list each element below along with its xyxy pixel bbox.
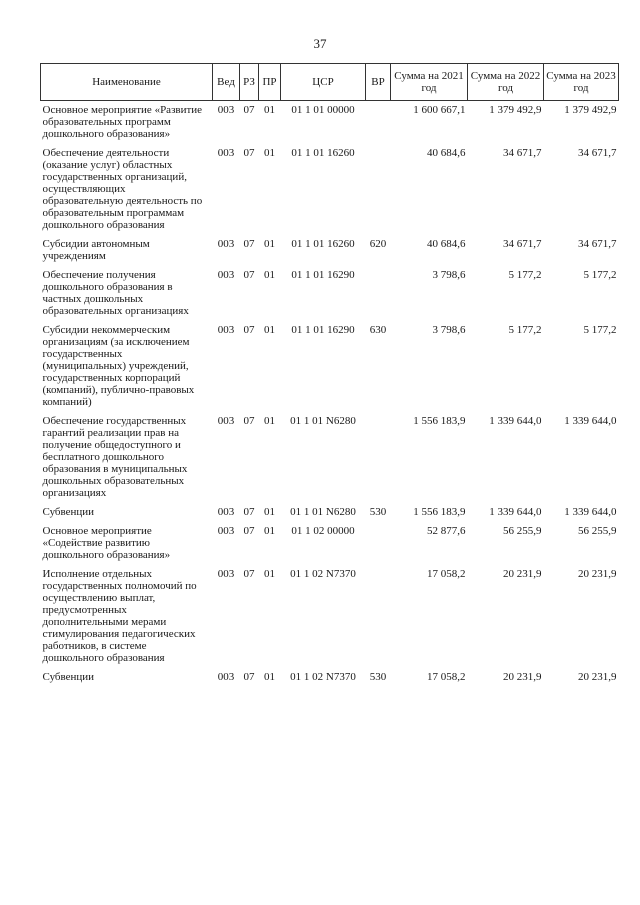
row-sum-2023: 1 339 644,0 [564,506,617,518]
row-pr: 01 [264,415,275,427]
row-sum-2022: 1 339 644,0 [489,415,542,427]
row-rz: 07 [243,506,255,518]
row-sum-2023: 5 177,2 [583,269,617,281]
row-sum-2023: 20 231,9 [578,568,617,580]
table-row [41,412,619,503]
row-name: Обеспечение государственных гарантий реализации прав на получение общедоступного и бесплатного дошкольного образования в муниципальных дошкольных образовательных организациях [42,415,188,499]
row-ved: 003 [217,238,235,250]
row-pr: 01 [264,104,275,116]
row-sum-2022: 56 255,9 [503,525,542,537]
table-row [41,668,619,687]
header-csr: ЦСР [281,64,366,101]
row-sum-2023: 56 255,9 [578,525,617,537]
row-ved: 003 [217,671,235,683]
table-row [41,522,619,565]
row-vr [366,101,391,145]
header-vr: ВР [366,64,391,101]
row-name: Субвенции [42,671,95,683]
row-name: Основное мероприятие «Развитие образовательных программ дошкольного образования» [42,104,203,140]
row-csr: 01 1 02 N7370 [290,568,356,580]
row-rz: 07 [243,324,255,336]
row-pr: 01 [264,506,275,518]
header-name: Наименование [41,64,213,101]
row-sum-2023: 34 671,7 [578,238,617,250]
row-sum-2021: 17 058,2 [427,568,466,580]
row-rz: 07 [243,415,255,427]
row-vr [366,412,391,503]
row-vr [366,565,391,668]
row-sum-2022: 5 177,2 [508,269,542,281]
row-sum-2023: 34 671,7 [578,147,617,159]
page-number: 37 [313,36,327,51]
row-sum-2021: 1 600 667,1 [413,104,466,116]
row-name: Субвенции [42,506,95,518]
table-row [41,321,619,412]
row-csr: 01 1 01 N6280 [290,415,356,427]
row-vr: 630 [369,324,387,336]
row-pr: 01 [264,238,275,250]
row-csr: 01 1 01 N6280 [290,506,356,518]
row-name: Исполнение отдельных государственных полномочий по осуществлению выплат, предусмотренных дополнительными мерами стимулирования педагогических работников, в системе дошкольного образования [42,568,197,664]
header-ved: Вед [213,64,240,101]
row-pr: 01 [264,147,275,159]
row-sum-2023: 1 379 492,9 [564,104,617,116]
row-rz: 07 [243,269,255,281]
row-sum-2022: 20 231,9 [503,568,542,580]
row-sum-2022: 20 231,9 [503,671,542,683]
row-vr: 530 [369,506,387,518]
row-sum-2021: 52 877,6 [427,525,466,537]
row-rz: 07 [243,238,255,250]
row-rz: 07 [243,104,255,116]
row-csr: 01 1 01 16260 [291,147,355,159]
table-row [41,503,619,522]
table-row [41,235,619,266]
row-vr [366,144,391,235]
row-sum-2021: 17 058,2 [427,671,466,683]
row-sum-2022: 5 177,2 [508,324,542,336]
row-pr: 01 [264,324,275,336]
row-ved: 003 [217,568,235,580]
budget-table [40,63,619,687]
row-ved: 003 [217,506,235,518]
row-csr: 01 1 01 00000 [291,104,355,116]
row-sum-2023: 20 231,9 [578,671,617,683]
row-pr: 01 [264,269,275,281]
header-sum-2022: Сумма на 2022 год [468,64,544,101]
header-sum-2023: Сумма на 2023 год [544,64,619,101]
row-csr: 01 1 01 16290 [291,324,355,336]
row-sum-2022: 1 339 644,0 [489,506,542,518]
header-rz: РЗ [240,64,259,101]
row-sum-2021: 40 684,6 [427,147,466,159]
row-vr: 620 [369,238,387,250]
table-row [41,144,619,235]
header-sum-2021: Сумма на 2021 год [391,64,468,101]
row-ved: 003 [217,324,235,336]
row-name: Субсидии автономным учреждениям [42,238,150,262]
row-pr: 01 [264,568,275,580]
row-sum-2022: 1 379 492,9 [489,104,542,116]
row-sum-2021: 1 556 183,9 [413,415,466,427]
row-sum-2022: 34 671,7 [503,238,542,250]
table-body [41,101,619,688]
table-row [41,101,619,145]
row-ved: 003 [217,104,235,116]
row-vr [366,522,391,565]
row-sum-2023: 5 177,2 [583,324,617,336]
table-row [41,266,619,321]
row-ved: 003 [217,415,235,427]
row-name: Основное мероприятие «Содействие развитию дошкольного образования» [42,525,171,561]
table-row [41,565,619,668]
header-pr: ПР [259,64,281,101]
row-rz: 07 [243,147,255,159]
row-ved: 003 [217,269,235,281]
row-pr: 01 [264,671,275,683]
row-csr: 01 1 01 16260 [291,238,355,250]
row-sum-2022: 34 671,7 [503,147,542,159]
table-header [41,64,619,101]
row-name: Субсидии некоммерческим организациям (за исключением государственных (муниципальных) учреждений, государственных корпораций (компаний), публично-правовых компаний) [42,324,195,408]
row-csr: 01 1 01 16290 [291,269,355,281]
row-csr: 01 1 02 N7370 [290,671,356,683]
row-sum-2023: 1 339 644,0 [564,415,617,427]
row-vr [366,266,391,321]
row-name: Обеспечение деятельности (оказание услуг) областных государственных организаций, осуществляющих образовательную деятельность по образовательным программам дошкольного образования [42,147,203,231]
row-sum-2021: 40 684,6 [427,238,466,250]
row-csr: 01 1 02 00000 [291,525,355,537]
row-name: Обеспечение получения дошкольного образования в частных дошкольных образовательных организациях [42,269,189,317]
row-pr: 01 [264,525,275,537]
row-rz: 07 [243,671,255,683]
row-ved: 003 [217,525,235,537]
row-sum-2021: 3 798,6 [432,269,466,281]
row-rz: 07 [243,568,255,580]
row-ved: 003 [217,147,235,159]
row-sum-2021: 3 798,6 [432,324,466,336]
row-rz: 07 [243,525,255,537]
row-sum-2021: 1 556 183,9 [413,506,466,518]
row-vr: 530 [369,671,387,683]
